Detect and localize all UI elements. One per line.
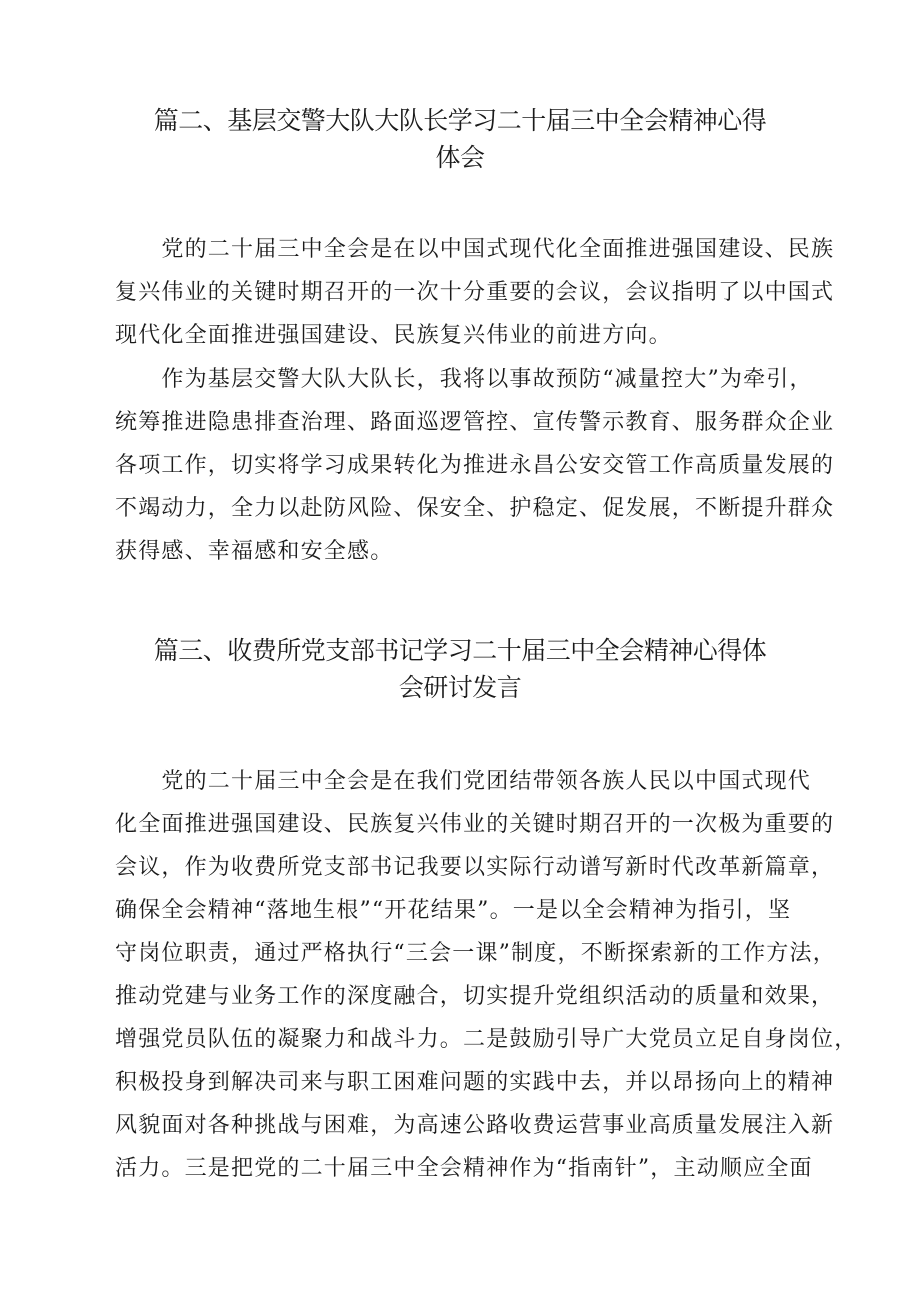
text-line: 统筹推进隐患排查治理、路面巡逻管控、宣传警示教育、服务群众企业 (115, 410, 835, 435)
text-line: 各项工作，切实将学习成果转化为推进永昌公安交管工作高质量发展的 (115, 453, 835, 478)
section-3-title (150, 632, 770, 706)
text-line: 风貌面对各种挑战与困难，为高速公路收费运营事业高质量发展注入新 (115, 1113, 835, 1138)
text-line: 确保全会精神“落地生根”“开花结果”。一是以全会精神为指引，坚 (115, 898, 792, 923)
text-line: 会议，作为收费所党支部书记我要以实际行动谱写新时代改革新篇章， (115, 855, 835, 880)
text-line: 增强党员队伍的凝聚力和战斗力。二是鼓励引导广大党员立足自身岗位， (115, 1027, 858, 1052)
text-line: 活力。三是把党的二十届三中全会精神作为“指南针”，主动顺应全面 (115, 1156, 813, 1181)
text-line: 守岗位职责，通过严格执行“三会一课”制度，不断探索新的工作方法， (115, 941, 836, 966)
text-line: 复兴伟业的关键时期召开的一次十分重要的会议，会议指明了以中国式 (115, 280, 835, 305)
text-line: 现代化全面推进强国建设、民族复兴伟业的前进方向。 (115, 323, 672, 348)
section-2-title-line: 体会 (435, 143, 485, 172)
text-line: 积极投身到解决司来与职工困难问题的实践中去，并以昂扬向上的精神 (115, 1070, 835, 1095)
section-2-paragraph-2 (115, 358, 845, 573)
text-line: 作为基层交警大队大队长，我将以事故预防“减量控大”为牵引， (115, 367, 813, 392)
section-2-title (150, 102, 770, 176)
section-3-paragraph-1 (115, 760, 858, 1190)
text-line: 推动党建与业务工作的深度融合，切实提升党组织活动的质量和效果， (115, 984, 835, 1009)
text-line: 化全面推进强国建设、民族复兴伟业的关键时期召开的一次极为重要的 (115, 812, 835, 837)
section-2-title-line: 篇二、基层交警大队大队长学习二十届三中全会精神心得 (153, 106, 767, 135)
section-2-paragraph-1 (115, 228, 845, 357)
text-line: 党的二十届三中全会是在以中国式现代化全面推进强国建设、民族 (115, 237, 835, 262)
section-3-title-line: 篇三、收费所党支部书记学习二十届三中全会精神心得体 (153, 636, 767, 665)
text-line: 获得感、幸福感和安全感。 (115, 539, 394, 564)
text-line: 党的二十届三中全会是在我们党团结带领各族人民以中国式现代 (115, 769, 812, 794)
text-line: 不竭动力，全力以赴防风险、保安全、护稳定、促发展，不断提升群众 (115, 496, 835, 521)
section-3-title-line: 会研讨发言 (398, 673, 522, 702)
